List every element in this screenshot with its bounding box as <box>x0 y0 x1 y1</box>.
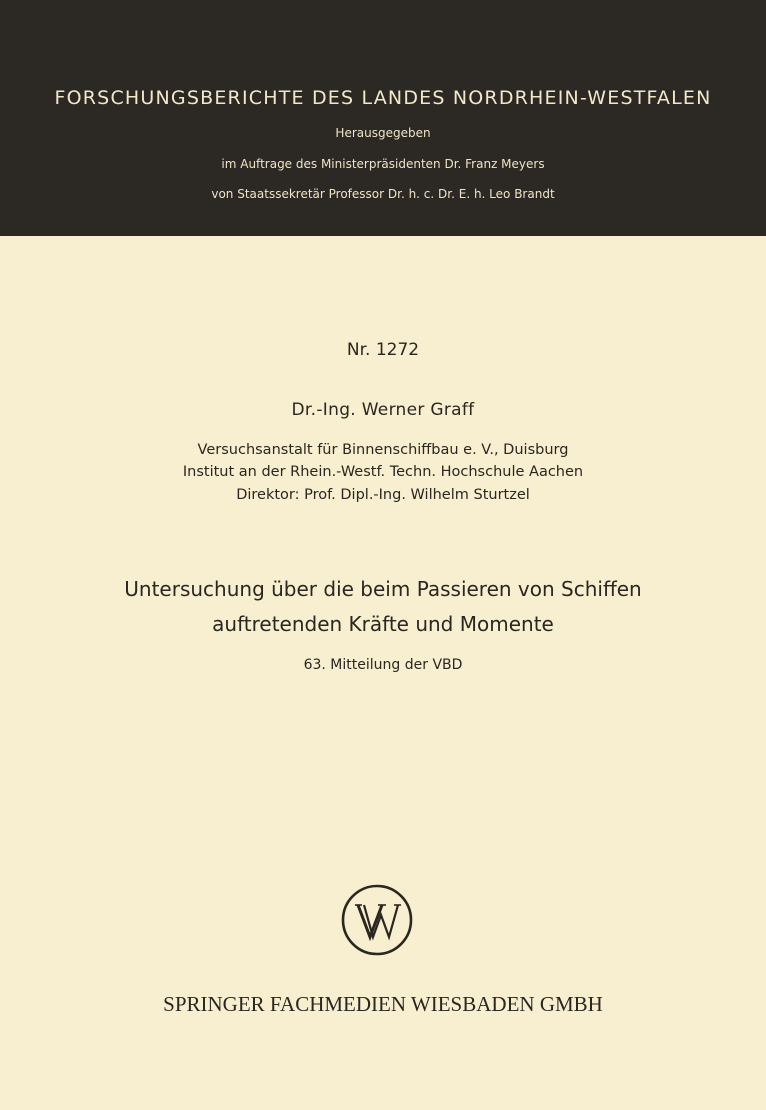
author-name: Dr.-Ing. Werner Graff <box>291 400 475 420</box>
director-line: Direktor: Prof. Dipl.-Ing. Wilhelm Sturtzel <box>236 487 530 503</box>
affiliation-line: Institut an der Rhein.-Westf. Techn. Hochschule Aachen <box>182 464 584 480</box>
secretary-line: von Staatssekretär Professor Dr. h. c. Dr. E. h. Leo Brandt <box>211 187 555 201</box>
issue-number: Nr. 1272 <box>346 340 420 360</box>
affiliation-line: Versuchsanstalt für Binnenschiffbau e. V., Duisburg <box>197 442 569 458</box>
commission-line: im Auftrage des Ministerpräsidenten Dr. Franz Meyers <box>221 157 545 171</box>
editor-line: Herausgegeben <box>335 126 431 140</box>
vw-monogram-icon <box>340 883 414 957</box>
publisher-logo <box>340 883 414 957</box>
book-title-line: Untersuchung über die beim Passieren von Schiffen <box>124 577 642 601</box>
book-title-line: auftretenden Kräfte und Momente <box>212 612 554 636</box>
book-subtitle: 63. Mitteilung der VBD <box>303 657 463 673</box>
series-title: FORSCHUNGSBERICHTE DES LANDES NORDRHEIN-WESTFALEN <box>54 87 712 109</box>
header-band <box>0 0 766 236</box>
publisher-name: SPRINGER FACHMEDIEN WIESBADEN GMBH <box>163 992 603 1016</box>
